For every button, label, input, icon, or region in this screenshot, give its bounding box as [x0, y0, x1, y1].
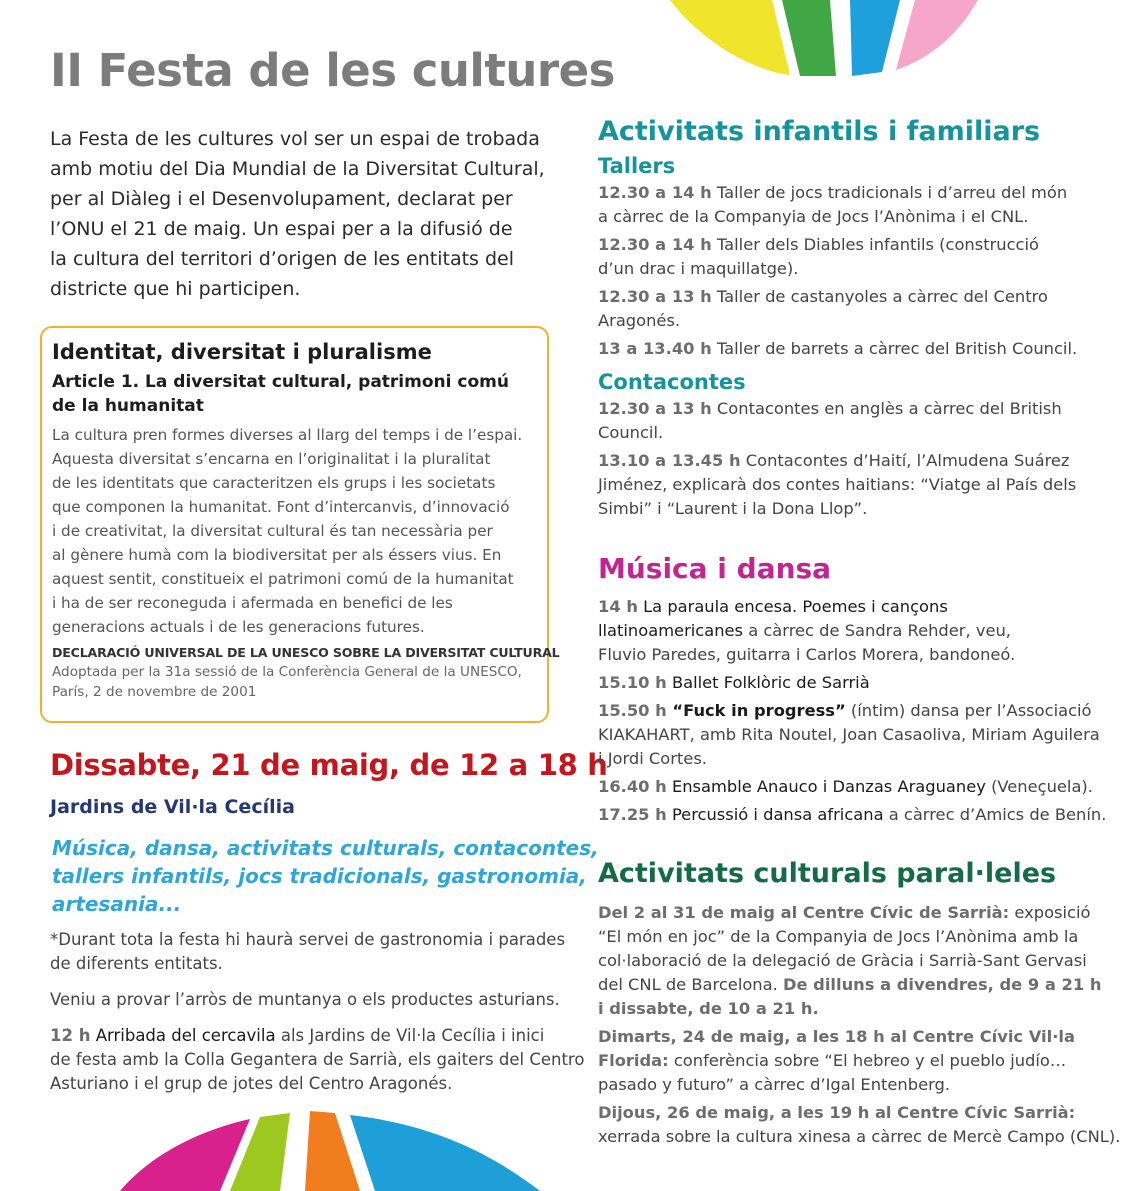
- music-item: 15.50 h “Fuck in progress” (íntim) dansa per l’Associació KIAKAHART, amb Rita Noutel, Joan Casaoliva, Miriam Aguilera i Jordi Cortes.: [598, 701, 1100, 768]
- event-date: Dissabte, 21 de maig, de 12 a 18 h: [50, 748, 608, 782]
- gastronomy-note: *Durant tota la festa hi haurà servei de gastronomia i parades de diferents entitats.: [50, 930, 566, 973]
- unesco-declaration-box: [40, 326, 560, 723]
- event-venue: Jardins de Vil·la Cecília: [50, 796, 295, 818]
- declaration-article: Article 1. La diversitat cultural, patrimoni comú de la humanitat: [52, 372, 509, 416]
- music-item: 16.40 h Ensamble Anauco i Danzas Araguaney (Veneçuela).: [598, 777, 1093, 796]
- workshop-item: 12.30 a 14 h Taller de jocs tradicionals i d’arreu del món a càrrec de la Companyia de Jocs l’Anònima i el CNL.: [598, 183, 1068, 226]
- colorful-arcs-top: [660, 0, 980, 80]
- intro-paragraph: La Festa de les cultures vol ser un espai de trobada amb motiu del Dia Mundial de la Diversitat Cultural, per al Diàleg i el Desenvolupament, declarat per l’ONU el 21 de maig. Un espai per a la difusió de la cultura del territori d’origen de les entitats del districte que hi participen.: [50, 128, 545, 300]
- workshop-item: 12.30 a 13 h Taller de castanyoles a càrrec del Centro Aragonés.: [598, 287, 1048, 330]
- declaration-adopted: Adoptada per la 31a sessió de la Conferència General de la UNESCO, París, 2 de novembre de 2001: [52, 664, 522, 700]
- colorful-arcs-bottom: [120, 1105, 580, 1191]
- declaration-body: La cultura pren formes diverses al llarg del temps i de l’espai. Aquesta diversitat s’encarna en l’originalitat i la pluralitat de les identitats que caracteritzen els grups i les societats que componen la humanitat. Font d’intercanvis, d’innovació i de creativitat, la diversitat cultural és tan necessària per al gènere humà com la biodiversitat per als éssers vius. En aquest sentit, constitueix el patrimoni comú de la humanitat i ha de ser reconeguda i afermada en benefici de les generacions actuals i de les generacions futures.: [52, 426, 523, 636]
- declaration-title: Identitat, diversitat i pluralisme: [52, 340, 432, 364]
- food-note: Veniu a provar l’arròs de muntanya o els productes asturians.: [50, 990, 560, 1009]
- parallel-activities-heading: Activitats culturals paral·leles: [598, 858, 1057, 889]
- music-item: 15.10 h Ballet Folklòric de Sarrià: [598, 673, 870, 692]
- children-activities-heading: Activitats infantils i familiars: [598, 116, 1041, 147]
- parallel-item: Dijous, 26 de maig, a les 19 h al Centre Cívic Sarrià: xerrada sobre la cultura xinesa a càrrec de Mercè Campo (CNL).: [598, 1103, 1121, 1146]
- parallel-item: Del 2 al 31 de maig al Centre Cívic de Sarrià: exposició “El món en joc” de la Companyia de Jocs l’Anònima amb la col·laboració de la delegació de Gràcia i Sarrià-Sant Gervasi del CNL de Barcelona. De dilluns a divendres, de 9 a 21 h i dissabte, de 10 a 21 h.: [598, 903, 1102, 1018]
- music-dance-heading: Música i dansa: [598, 552, 832, 585]
- workshop-item: 13 a 13.40 h Taller de barrets a càrrec del British Council.: [598, 339, 1078, 358]
- parallel-item: Dimarts, 24 de maig, a les 18 h al Centre Cívic Vil·la Florida: conferència sobre “El hebreo y el pueblo judío… pasado y futuro” a càrrec d’Igal Entenberg.: [598, 1027, 1075, 1094]
- storytelling-item: 12.30 a 13 h Contacontes en anglès a càrrec del British Council.: [598, 399, 1062, 442]
- storytelling-item: 13.10 a 13.45 h Contacontes d’Haití, l’Almudena Suárez Jiménez, explicarà dos contes haitians: “Viatge al País dels Simbi” i “Laurent i la Dona Llop”.: [598, 451, 1077, 518]
- music-item: 17.25 h Percussió i dansa africana a càrrec d’Amics de Benín.: [598, 805, 1107, 824]
- event-highlights: Música, dansa, activitats culturals, contacontes, tallers infantils, jocs tradicionals, gastronomia, artesania...: [52, 836, 599, 916]
- workshop-item: 12.30 a 14 h Taller dels Diables infantils (construcció d’un drac i maquillatge).: [598, 235, 1039, 278]
- page-title: II Festa de les cultures: [50, 44, 615, 97]
- arrival-entry: 12 h Arribada del cercavila als Jardins de Vil·la Cecília i inici de festa amb la Colla Gegantera de Sarrià, els gaiters del Centro Asturiano i el grup de jotes del Centro Aragonés.: [50, 1026, 585, 1093]
- music-item: 14 h La paraula encesa. Poemes i cançons llatinoamericanes a càrrec de Sandra Rehder, veu, Fluvio Paredes, guitarra i Carlos Morera, bandoneó.: [598, 597, 1016, 664]
- declaration-source: DECLARACIÓ UNIVERSAL DE LA UNESCO SOBRE LA DIVERSITAT CULTURAL: [52, 645, 560, 660]
- workshops-heading: Tallers: [598, 154, 676, 178]
- storytelling-heading: Contacontes: [598, 370, 746, 394]
